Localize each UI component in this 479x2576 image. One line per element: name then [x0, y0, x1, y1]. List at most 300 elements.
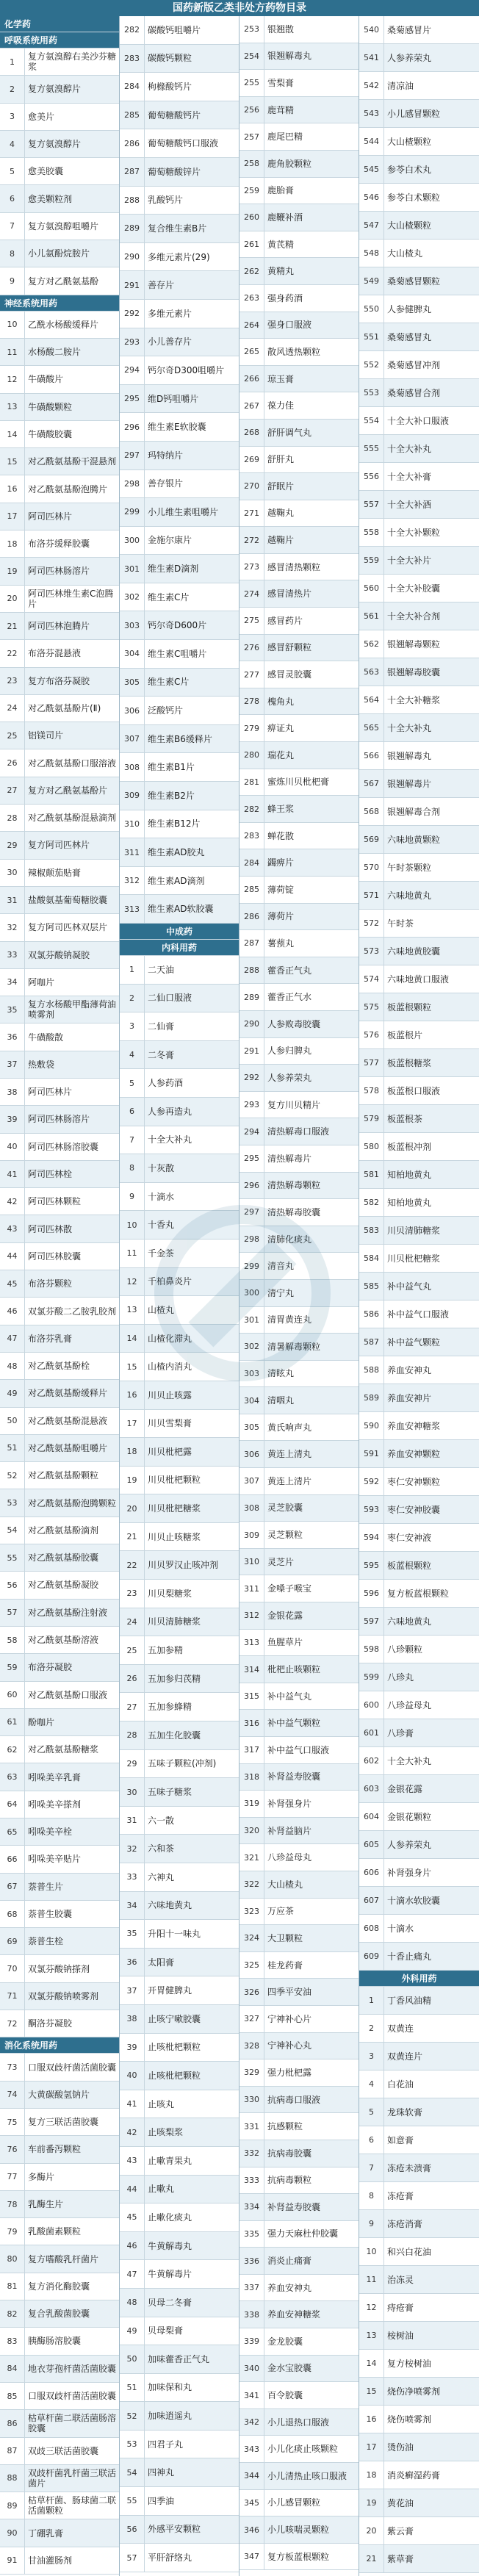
drug-name: 紫草膏 — [387, 2553, 414, 2564]
table-row — [120, 1949, 239, 1977]
drug-name: 热敷袋 — [28, 1059, 55, 1070]
table-row — [0, 1874, 119, 1901]
row-number: 316 — [240, 1710, 264, 1736]
drug-name: 银翘解毒丸 — [387, 750, 432, 761]
row-number: 313 — [240, 1630, 264, 1656]
row-number: 300 — [240, 1280, 264, 1306]
drug-name: 白花油 — [387, 2079, 414, 2090]
drug-name: 感冒药片 — [267, 615, 303, 626]
drug-name: 知柏地黄丸 — [387, 1197, 432, 1208]
table-row — [120, 753, 239, 782]
drug-name: 布洛芬颗粒 — [28, 1278, 73, 1289]
drug-name: 对乙酰氨基酚颗粒 — [28, 1470, 99, 1481]
drug-name: 小儿感冒颗粒 — [387, 108, 441, 119]
row-number: 34 — [0, 969, 25, 996]
section-header-neuro: 神经系统用药 — [0, 295, 119, 312]
drug-name: 维生素B12片 — [148, 819, 201, 830]
row-number: 595 — [359, 1552, 384, 1579]
table-row — [0, 2438, 119, 2465]
table-row — [240, 151, 359, 178]
table-row — [240, 339, 359, 366]
row-number: 309 — [240, 1522, 264, 1548]
drug-name: 止嗽化痰丸 — [148, 2212, 192, 2223]
row-number: 559 — [359, 547, 384, 574]
row-number: 5 — [0, 158, 25, 184]
table-row — [120, 1353, 239, 1381]
row-number: 5 — [120, 1069, 145, 1097]
row-number: 17 — [120, 1410, 145, 1438]
drug-name: 藿香正气丸 — [267, 965, 312, 976]
drug-name: 黄连上清丸 — [267, 1449, 312, 1460]
table-row — [240, 43, 359, 71]
table-row — [359, 2266, 479, 2294]
drug-name: 维D钙咀嚼片 — [148, 393, 199, 404]
drug-name: 六味地黄胶囊 — [387, 946, 441, 957]
table-row — [0, 1134, 119, 1161]
row-number: 551 — [359, 323, 384, 350]
row-number: 32 — [0, 914, 25, 940]
drug-name: 四季平安油 — [267, 1987, 312, 1998]
table-row — [359, 1468, 479, 1496]
table-row — [240, 715, 359, 742]
drug-name: 乳酶生片 — [28, 2199, 64, 2209]
drug-name: 清热解毒颗粒 — [267, 1180, 321, 1191]
table-row — [240, 366, 359, 393]
drug-name: 补中益气丸 — [387, 1281, 432, 1292]
table-row — [120, 782, 239, 810]
drug-name: 多维元素片(29) — [148, 251, 210, 262]
row-number: 39 — [0, 1106, 25, 1132]
table-row — [120, 1807, 239, 1835]
row-number: 281 — [240, 769, 264, 796]
table-row — [0, 1408, 119, 1435]
row-number: 312 — [120, 867, 145, 895]
row-number: 291 — [120, 271, 145, 299]
table-row — [120, 583, 239, 612]
table-row — [0, 240, 119, 267]
drug-name: 消炎止痛膏 — [267, 2256, 312, 2267]
row-number: 599 — [359, 1663, 384, 1691]
drug-name: 阿咖片 — [28, 976, 55, 987]
drug-name: 酚咖片 — [28, 1716, 55, 1727]
table-row — [359, 295, 479, 323]
row-number: 61 — [0, 1709, 25, 1735]
row-number: 295 — [240, 1145, 264, 1172]
row-number: 14 — [0, 421, 25, 447]
row-number: 16 — [120, 1381, 145, 1409]
drug-name: 对乙酰氨基酚溶液 — [28, 1635, 99, 1646]
table-row — [359, 1217, 479, 1245]
drug-name: 碳酸钙颗粒 — [148, 53, 192, 64]
row-number: 541 — [359, 44, 384, 71]
drug-name: 补肾益寿胶囊 — [267, 2201, 321, 2212]
drug-name: 复方消化酶胶囊 — [28, 2281, 90, 2292]
drug-name: 大山楂丸 — [387, 248, 423, 259]
row-number: 306 — [120, 697, 145, 724]
row-number: 65 — [0, 1818, 25, 1845]
row-number: 540 — [359, 16, 384, 43]
row-number: 42 — [0, 1188, 25, 1215]
table-row — [359, 1356, 479, 1384]
row-number: 325 — [240, 1952, 264, 1979]
drug-name: 桑菊感冒合剂 — [387, 387, 441, 398]
table-row — [240, 742, 359, 769]
drug-name: 蜜炼川贝枇杷膏 — [267, 777, 330, 788]
row-number: 574 — [359, 965, 384, 993]
table-row — [120, 385, 239, 414]
table-row — [240, 554, 359, 581]
row-number: 327 — [240, 2006, 264, 2032]
drug-name: 川贝枇杷颗粒 — [148, 1475, 201, 1486]
table-row — [0, 996, 119, 1023]
row-number: 290 — [120, 243, 145, 271]
drug-name: 对乙酰氨基酚混悬液 — [28, 1415, 108, 1426]
drug-name: 养血安神丸 — [267, 2282, 312, 2293]
row-number: 553 — [359, 379, 384, 406]
table-row — [359, 2378, 479, 2406]
row-number: 9 — [120, 1183, 145, 1211]
table-row — [120, 2345, 239, 2374]
row-number: 5 — [359, 2098, 384, 2126]
drug-name: 钙尔奇D600片 — [148, 620, 207, 631]
drug-name: 清热解毒片 — [267, 1153, 312, 1164]
drug-name: 清凉油 — [387, 80, 414, 91]
table-row — [120, 2260, 239, 2289]
drug-name: 金嗓子喉宝 — [267, 1583, 312, 1594]
table-row — [120, 2317, 239, 2346]
drug-name: 蝉花散 — [267, 830, 295, 841]
row-number: 20 — [0, 586, 25, 612]
drug-name: 板蓝根片 — [387, 1029, 423, 1040]
row-number: 302 — [120, 583, 145, 611]
drug-name: 地衣芽孢杆菌活菌胶囊 — [28, 2363, 117, 2374]
table-row — [120, 1240, 239, 1268]
drug-name: 五加参蜂精 — [148, 1702, 192, 1713]
row-number: 69 — [0, 1928, 25, 1954]
drug-name: 阿司匹林片 — [28, 511, 73, 522]
drug-name: 阿司匹林胶囊 — [28, 1251, 82, 1262]
row-number: 571 — [359, 882, 384, 909]
table-row — [120, 1438, 239, 1467]
table-row — [359, 2406, 479, 2433]
table-row — [359, 2350, 479, 2378]
row-number: 604 — [359, 1803, 384, 1830]
drug-name: 薄荷片 — [267, 911, 295, 922]
drug-name: 十全大补片 — [387, 555, 432, 566]
row-number: 13 — [120, 1296, 145, 1324]
row-number: 67 — [0, 1874, 25, 1900]
table-row — [240, 1844, 359, 1871]
table-row — [0, 394, 119, 421]
table-row — [0, 185, 119, 212]
table-row — [120, 73, 239, 101]
drug-name: 人参养荣丸 — [387, 1839, 432, 1850]
table-row — [240, 635, 359, 662]
row-number: 3 — [359, 2043, 384, 2070]
row-number: 18 — [0, 530, 25, 557]
row-number: 33 — [120, 1863, 145, 1891]
table-row — [240, 285, 359, 312]
row-number: 265 — [240, 339, 264, 365]
drug-name: 舒眠片 — [267, 481, 295, 492]
table-row — [240, 1145, 359, 1173]
drug-name: 对乙酰氨基酚混悬滴剂 — [28, 813, 117, 824]
table-row — [359, 407, 479, 435]
drug-name: 对乙酰氨基酚咀嚼片 — [28, 1442, 108, 1453]
table-row — [359, 1859, 479, 1887]
table-row — [359, 1608, 479, 1636]
table-row — [359, 2043, 479, 2070]
table-row — [120, 2176, 239, 2204]
drug-name: 阿司匹林栓 — [28, 1169, 73, 1180]
table-row — [359, 351, 479, 379]
row-number: 575 — [359, 993, 384, 1021]
drug-name: 双氯芬酸二乙胺乳胶剂 — [28, 1306, 117, 1317]
table-row — [359, 2238, 479, 2266]
drug-name: 十全大补丸 — [387, 1755, 432, 1766]
table-row — [359, 2322, 479, 2350]
drug-name: 维生素B2片 — [148, 790, 195, 801]
row-number: 547 — [359, 212, 384, 239]
row-number: 291 — [240, 1038, 264, 1065]
drug-name: 复方板蓝根颗粒 — [267, 2551, 330, 2562]
drug-name: 强力天麻杜仲胶囊 — [267, 2228, 339, 2239]
drug-name: 和兴白花油 — [387, 2246, 432, 2257]
table-row — [359, 2154, 479, 2182]
row-number: 86 — [0, 2410, 25, 2436]
drug-name: 葡萄糖酸锌片 — [148, 166, 201, 177]
drug-name: 复方氨溴醇右美沙芬糖浆 — [28, 51, 117, 73]
table-row — [120, 215, 239, 243]
drug-name: 碳酸钙咀嚼片 — [148, 24, 201, 35]
table-row — [0, 1955, 119, 1982]
drug-name: 复方桉树油 — [387, 2358, 432, 2369]
drug-name: 牛磺酸颗粒 — [28, 401, 73, 412]
row-number: 578 — [359, 1077, 384, 1104]
row-number: 76 — [0, 2136, 25, 2162]
table-row — [120, 1721, 239, 1750]
table-row — [240, 1199, 359, 1226]
table-row — [120, 356, 239, 385]
drug-name: 养血安神颗粒 — [387, 1448, 441, 1459]
drug-name: 对乙酰氨基酚片(Ⅱ) — [28, 702, 101, 713]
drug-name: 宁神补心丸 — [267, 2040, 312, 2051]
drug-name: 枸橼酸钙片 — [148, 81, 192, 92]
row-number: 37 — [120, 1976, 145, 2004]
drug-name: 鹿胎膏 — [267, 185, 295, 196]
row-number: 22 — [120, 1551, 145, 1579]
row-number: 254 — [240, 43, 264, 70]
table-row — [0, 1846, 119, 1873]
drug-name: 人参药酒 — [148, 1078, 184, 1089]
drug-name: 牛磺酸散 — [28, 1032, 64, 1043]
drug-name: 小儿清热止咳口服液 — [267, 2470, 347, 2481]
table-row — [120, 2487, 239, 2516]
row-number: 335 — [240, 2221, 264, 2248]
row-number: 267 — [240, 392, 264, 419]
drug-name: 布洛芬混悬液 — [28, 648, 82, 659]
table-row — [0, 1489, 119, 1517]
column-4 — [359, 16, 479, 2576]
table-row — [0, 1791, 119, 1818]
drug-name: 吲哚美辛栓 — [28, 1827, 73, 1838]
drug-name: 维生素C咀嚼片 — [148, 648, 207, 659]
drug-name: 维生素AD滴剂 — [148, 875, 205, 886]
table-row — [0, 860, 119, 887]
drug-name: 蠲痹片 — [267, 857, 295, 868]
drug-name: 舒肝丸 — [267, 454, 295, 465]
table-row — [359, 156, 479, 184]
drug-name: 外感平安颗粒 — [148, 2524, 201, 2535]
row-number: 87 — [0, 2438, 25, 2464]
table-row — [120, 328, 239, 357]
table-row — [240, 688, 359, 716]
table-row — [359, 993, 479, 1021]
row-number: 602 — [359, 1747, 384, 1774]
row-number: 57 — [0, 1600, 25, 1626]
table-row — [240, 1630, 359, 1657]
drug-name: 葡萄糖酸钙口服液 — [148, 138, 219, 149]
row-number: 49 — [0, 1380, 25, 1406]
table-row — [359, 742, 479, 770]
drug-name: 萘普生胶囊 — [28, 1909, 73, 1920]
row-number: 48 — [0, 1353, 25, 1379]
table-row — [0, 213, 119, 240]
row-number: 312 — [240, 1602, 264, 1629]
drug-name: 泛酸钙片 — [148, 705, 184, 716]
table-row — [240, 1791, 359, 1818]
row-number: 263 — [240, 285, 264, 312]
row-number: 298 — [240, 1226, 264, 1253]
table-row — [120, 669, 239, 697]
row-number: 44 — [0, 1243, 25, 1270]
drug-name: 补中益气颗粒 — [387, 1336, 441, 1348]
row-number: 30 — [120, 1778, 145, 1806]
table-row — [359, 2433, 479, 2461]
drug-name: 知柏地黄丸 — [387, 1169, 432, 1180]
row-number: 596 — [359, 1580, 384, 1607]
row-number: 328 — [240, 2033, 264, 2059]
table-row — [0, 1654, 119, 1681]
table-row — [359, 2126, 479, 2154]
table-row — [120, 243, 239, 272]
row-number: 285 — [120, 101, 145, 129]
drug-name: 板蓝根糖浆 — [387, 1057, 432, 1068]
row-number: 46 — [120, 2232, 145, 2260]
row-number: 27 — [0, 777, 25, 804]
table-row — [120, 555, 239, 583]
drug-name: 六味地黄丸 — [148, 1900, 192, 1911]
table-row — [0, 1023, 119, 1051]
drug-name: 人参养荣丸 — [387, 52, 432, 63]
row-number: 58 — [0, 1627, 25, 1653]
drug-name: 大山楂颗粒 — [387, 220, 432, 231]
table-row — [0, 1161, 119, 1188]
drug-name: 桉树油 — [387, 2330, 414, 2341]
row-number: 2 — [0, 76, 25, 102]
table-row — [0, 1928, 119, 1955]
table-row — [120, 2034, 239, 2062]
table-row — [240, 1334, 359, 1361]
table-row — [359, 1552, 479, 1580]
row-number: 11 — [120, 1240, 145, 1267]
table-row — [0, 1353, 119, 1380]
drug-name: 桑菊感冒片 — [387, 24, 432, 35]
row-number: 24 — [120, 1608, 145, 1636]
row-number: 311 — [120, 838, 145, 866]
row-number: 302 — [240, 1334, 264, 1360]
row-number: 583 — [359, 1217, 384, 1244]
table-row — [0, 1544, 119, 1572]
row-number: 542 — [359, 72, 384, 99]
table-row — [240, 500, 359, 528]
row-number: 12 — [359, 2294, 384, 2321]
table-row — [240, 1979, 359, 2006]
drug-name: 布洛芬凝胶 — [28, 1662, 73, 1673]
table-row — [0, 131, 119, 158]
drug-name: 川贝枇杷糖浆 — [387, 1253, 441, 1264]
table-row — [359, 1161, 479, 1189]
row-number: 324 — [240, 1925, 264, 1951]
row-number: 585 — [359, 1273, 384, 1300]
table-row — [359, 1943, 479, 1971]
table-row — [120, 1069, 239, 1098]
table-row — [359, 212, 479, 240]
table-row — [120, 442, 239, 470]
table-row — [120, 1296, 239, 1325]
row-number: 7 — [359, 2154, 384, 2181]
table-row — [0, 749, 119, 777]
row-number: 309 — [120, 782, 145, 810]
table-row — [240, 527, 359, 554]
row-number: 580 — [359, 1133, 384, 1160]
table-row — [120, 2203, 239, 2232]
table-row — [240, 2194, 359, 2221]
row-number: 71 — [0, 1983, 25, 2010]
drug-name: 强身口服液 — [267, 320, 312, 331]
row-number: 564 — [359, 686, 384, 713]
row-number: 6 — [120, 1098, 145, 1126]
table-row — [359, 1747, 479, 1775]
drug-name: 愈美片 — [28, 111, 55, 122]
drug-name: 冻疮消膏 — [387, 2218, 423, 2229]
drug-name: 牛磺酸胶囊 — [28, 429, 73, 439]
row-number: 330 — [240, 2087, 264, 2113]
table-row — [240, 1656, 359, 1683]
table-row — [0, 1517, 119, 1544]
row-number: 47 — [0, 1325, 25, 1352]
table-row — [0, 2136, 119, 2163]
table-row — [0, 48, 119, 76]
drug-name: 维生素C片 — [148, 591, 190, 602]
row-number: 11 — [359, 2266, 384, 2293]
table-row — [359, 1987, 479, 2015]
row-number: 587 — [359, 1328, 384, 1356]
row-number: 24 — [0, 695, 25, 722]
row-number: 565 — [359, 714, 384, 741]
table-row — [240, 2033, 359, 2060]
table-row — [240, 2140, 359, 2167]
drug-name: 甘油灌肠剂 — [28, 2555, 73, 2566]
row-number: 55 — [0, 1544, 25, 1571]
table-row — [120, 158, 239, 187]
drug-name: 千金茶 — [148, 1248, 175, 1259]
drug-name: 复方对乙酰氨基酚片 — [28, 785, 108, 796]
row-number: 285 — [240, 877, 264, 903]
row-number: 270 — [240, 473, 264, 500]
drug-name: 双歧三联活菌胶囊 — [28, 2445, 99, 2456]
row-number: 598 — [359, 1636, 384, 1663]
